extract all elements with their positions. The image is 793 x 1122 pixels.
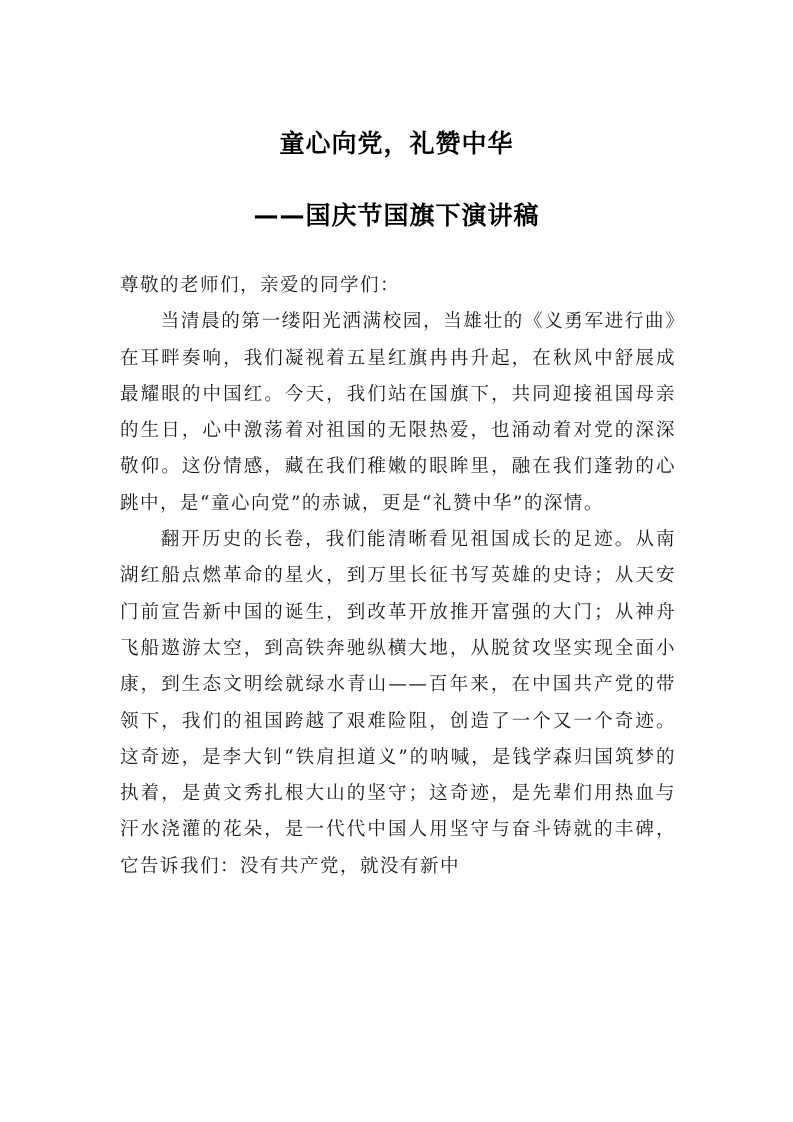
greeting-line: 尊敬的老师们，亲爱的同学们：: [120, 275, 401, 296]
paragraph-opening: 当清晨的第一缕阳光洒满校园，当雄壮的《义勇军进行曲》在耳畔奏响，我们凝视着五星红旗冉冉升起，在秋风中舒展成最耀眼的中国红。今天，我们站在国旗下，共同迎接祖国母亲的生日，心中激荡着对祖国的无限热爱，也涌动着对党的深深敬仰。这份情感，藏在我们稚嫩的眼眸里，融在我们蓬勃的心跳中，是“童心向党”的赤诚，更是“礼赞中华”的深情。: [120, 311, 676, 514]
document-title: 童心向党，礼赞中华: [279, 129, 514, 158]
speech-body: [120, 268, 676, 885]
paragraph-history: 翻开历史的长卷，我们能清晰看见祖国成长的足迹。从南湖红船点燃革命的星火，到万里长征书写英雄的史诗；从天安门前宣告新中国的诞生，到改革开放推开富强的大门；从神舟飞船遨游太空，到高铁奔驰纵横大地，从脱贫攻坚实现全面小康，到生态文明绘就绿水青山——百年来，在中国共产党的带领下，我们的祖国跨越了艰难险阻，创造了一个又一个奇迹。这奇迹，是李大钊“铁肩担道义”的呐喊，是钱学森归国筑梦的执着，是黄文秀扎根大山的坚守；这奇迹，是先辈们用热血与汗水浇灌的花朵，是一代代中国人用坚守与奋斗铸就的丰碑，它告诉我们：没有共产党，就没有新中: [120, 529, 676, 877]
document-subtitle: ——国庆节国旗下演讲稿: [253, 201, 540, 230]
